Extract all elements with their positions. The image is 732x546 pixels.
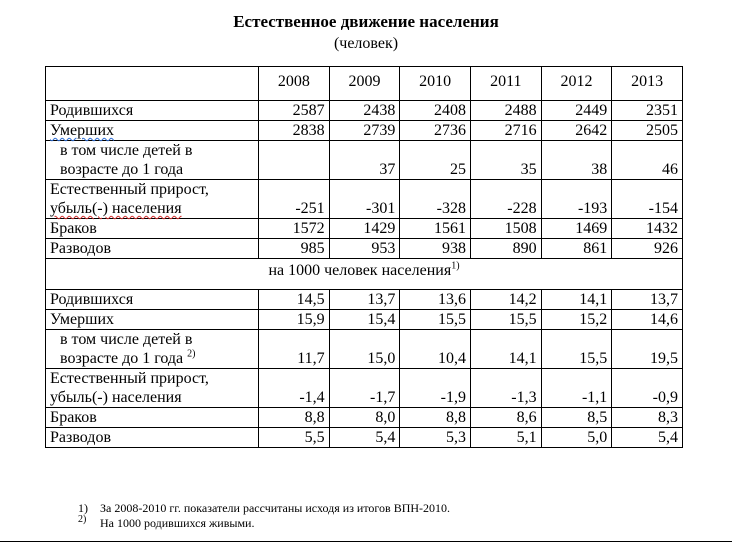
cell-value: 5,5 bbox=[259, 428, 330, 448]
row-label-line2: убыль(-) населения bbox=[50, 389, 182, 406]
footnote bbox=[78, 501, 450, 516]
year-header: 2009 bbox=[329, 67, 400, 101]
year-header-row bbox=[46, 67, 683, 101]
cell-value: 15,5 bbox=[541, 330, 612, 369]
table-row bbox=[46, 239, 683, 259]
cell-value: 2351 bbox=[612, 101, 683, 121]
cell-value: 1429 bbox=[329, 219, 400, 239]
row-label-line2: убыль(-) населения bbox=[50, 200, 182, 217]
year-header: 2008 bbox=[259, 67, 330, 101]
year-header: 2011 bbox=[470, 67, 541, 101]
cell-value: 2716 bbox=[470, 121, 541, 141]
page-divider bbox=[0, 541, 732, 542]
cell-value: 8,5 bbox=[541, 408, 612, 428]
cell-value: 37 bbox=[329, 141, 400, 180]
section-header-row bbox=[46, 259, 683, 290]
cell-value: -1,9 bbox=[400, 369, 471, 408]
row-label: Разводов bbox=[46, 428, 259, 448]
cell-value: 38 bbox=[541, 141, 612, 180]
cell-value: 1469 bbox=[541, 219, 612, 239]
cell-value: -1,1 bbox=[541, 369, 612, 408]
cell-value: 8,3 bbox=[612, 408, 683, 428]
row-label-text: Умерших bbox=[50, 122, 115, 139]
row-label-line2: возрасте до 1 года bbox=[60, 161, 184, 178]
table-row bbox=[46, 141, 683, 180]
cell-value: 13,7 bbox=[612, 290, 683, 310]
cell-value: 890 bbox=[470, 239, 541, 259]
cell-value: 2408 bbox=[400, 101, 471, 121]
cell-value: 10,4 bbox=[400, 330, 471, 369]
cell-value: -193 bbox=[541, 180, 612, 219]
cell-value: 5,3 bbox=[400, 428, 471, 448]
cell-value bbox=[259, 141, 330, 180]
cell-value: 14,2 bbox=[470, 290, 541, 310]
year-header: 2012 bbox=[541, 67, 612, 101]
cell-value: 2739 bbox=[329, 121, 400, 141]
cell-value: 15,5 bbox=[470, 310, 541, 330]
row-label: Разводов bbox=[46, 239, 259, 259]
footnote-ref: 2) bbox=[187, 348, 196, 360]
cell-value: 2438 bbox=[329, 101, 400, 121]
cell-value: 13,6 bbox=[400, 290, 471, 310]
cell-value: 35 bbox=[470, 141, 541, 180]
cell-value: 13,7 bbox=[329, 290, 400, 310]
row-label-line1: в том числе детей в bbox=[60, 142, 193, 159]
table-subtitle: (человек) bbox=[333, 35, 399, 52]
row-label bbox=[46, 330, 259, 369]
cell-value: 11,7 bbox=[259, 330, 330, 369]
cell-value: 2488 bbox=[470, 101, 541, 121]
table-row bbox=[46, 408, 683, 428]
cell-value: 2587 bbox=[259, 101, 330, 121]
cell-value: 46 bbox=[612, 141, 683, 180]
row-label-line1: Естественный прирост, bbox=[50, 370, 209, 387]
header-corner-cell bbox=[46, 67, 259, 101]
cell-value: 15,4 bbox=[329, 310, 400, 330]
cell-value: 1508 bbox=[470, 219, 541, 239]
footnote-text: На 1000 родившихся живыми. bbox=[100, 516, 255, 530]
row-label-line1: Естественный прирост, bbox=[50, 181, 209, 198]
table-row bbox=[46, 219, 683, 239]
cell-value: 19,5 bbox=[612, 330, 683, 369]
footnote-text: За 2008-2010 гг. показатели рассчитаны исходя из итогов ВПН-2010. bbox=[100, 501, 451, 515]
row-label: Родившихся bbox=[46, 101, 259, 121]
cell-value: 8,6 bbox=[470, 408, 541, 428]
cell-value: 985 bbox=[259, 239, 330, 259]
cell-value: -154 bbox=[612, 180, 683, 219]
cell-value: 25 bbox=[400, 141, 471, 180]
row-label bbox=[46, 141, 259, 180]
cell-value: 2736 bbox=[400, 121, 471, 141]
table-row bbox=[46, 428, 683, 448]
cell-value: 8,8 bbox=[259, 408, 330, 428]
row-label bbox=[46, 180, 259, 219]
cell-value: 2505 bbox=[612, 121, 683, 141]
table-row bbox=[46, 369, 683, 408]
cell-value: 1432 bbox=[612, 219, 683, 239]
cell-value: 14,6 bbox=[612, 310, 683, 330]
cell-value: 14,1 bbox=[470, 330, 541, 369]
cell-value: -251 bbox=[259, 180, 330, 219]
table-row bbox=[46, 121, 683, 141]
cell-value: -0,9 bbox=[612, 369, 683, 408]
cell-value: -228 bbox=[470, 180, 541, 219]
row-label: Браков bbox=[46, 408, 259, 428]
cell-value: 861 bbox=[541, 239, 612, 259]
cell-value: 1572 bbox=[259, 219, 330, 239]
footnote bbox=[78, 516, 450, 531]
cell-value: 15,0 bbox=[329, 330, 400, 369]
cell-value: -1,7 bbox=[329, 369, 400, 408]
cell-value: 938 bbox=[400, 239, 471, 259]
cell-value: 926 bbox=[612, 239, 683, 259]
year-header: 2013 bbox=[612, 67, 683, 101]
cell-value: -1,3 bbox=[470, 369, 541, 408]
cell-value: 14,5 bbox=[259, 290, 330, 310]
cell-value: 1561 bbox=[400, 219, 471, 239]
cell-value: 5,4 bbox=[612, 428, 683, 448]
table-row bbox=[46, 310, 683, 330]
footnote-mark bbox=[78, 516, 100, 531]
cell-value: 15,5 bbox=[400, 310, 471, 330]
cell-value: 5,1 bbox=[470, 428, 541, 448]
row-label-line1: в том числе детей в bbox=[60, 331, 193, 348]
row-label-line2: возрасте до 1 года bbox=[60, 350, 184, 367]
cell-value: -1,4 bbox=[259, 369, 330, 408]
row-label: Родившихся bbox=[46, 290, 259, 310]
cell-value: 15,2 bbox=[541, 310, 612, 330]
per1000-section-header bbox=[46, 259, 683, 290]
row-label: Умерших bbox=[46, 310, 259, 330]
cell-value: 14,1 bbox=[541, 290, 612, 310]
cell-value: 2449 bbox=[541, 101, 612, 121]
table-title: Естественное движение населения bbox=[233, 12, 499, 31]
footnotes bbox=[78, 501, 450, 531]
footnote-mark-sup: 2) bbox=[78, 514, 87, 525]
cell-value: -328 bbox=[400, 180, 471, 219]
year-header: 2010 bbox=[400, 67, 471, 101]
cell-value: 2838 bbox=[259, 121, 330, 141]
cell-value: 15,9 bbox=[259, 310, 330, 330]
footnote-ref: 1) bbox=[451, 260, 460, 272]
cell-value: -301 bbox=[329, 180, 400, 219]
row-label bbox=[46, 121, 259, 141]
cell-value: 8,0 bbox=[329, 408, 400, 428]
population-table bbox=[45, 66, 683, 448]
table-row bbox=[46, 290, 683, 310]
row-label bbox=[46, 369, 259, 408]
per1000-header-text: на 1000 человек населения bbox=[268, 262, 452, 279]
cell-value: 2642 bbox=[541, 121, 612, 141]
footnote-mark: 1) bbox=[78, 501, 88, 515]
table-row bbox=[46, 330, 683, 369]
cell-value: 5,0 bbox=[541, 428, 612, 448]
row-label: Браков bbox=[46, 219, 259, 239]
cell-value: 953 bbox=[329, 239, 400, 259]
table-row bbox=[46, 180, 683, 219]
cell-value: 8,8 bbox=[400, 408, 471, 428]
table-row bbox=[46, 101, 683, 121]
cell-value: 5,4 bbox=[329, 428, 400, 448]
